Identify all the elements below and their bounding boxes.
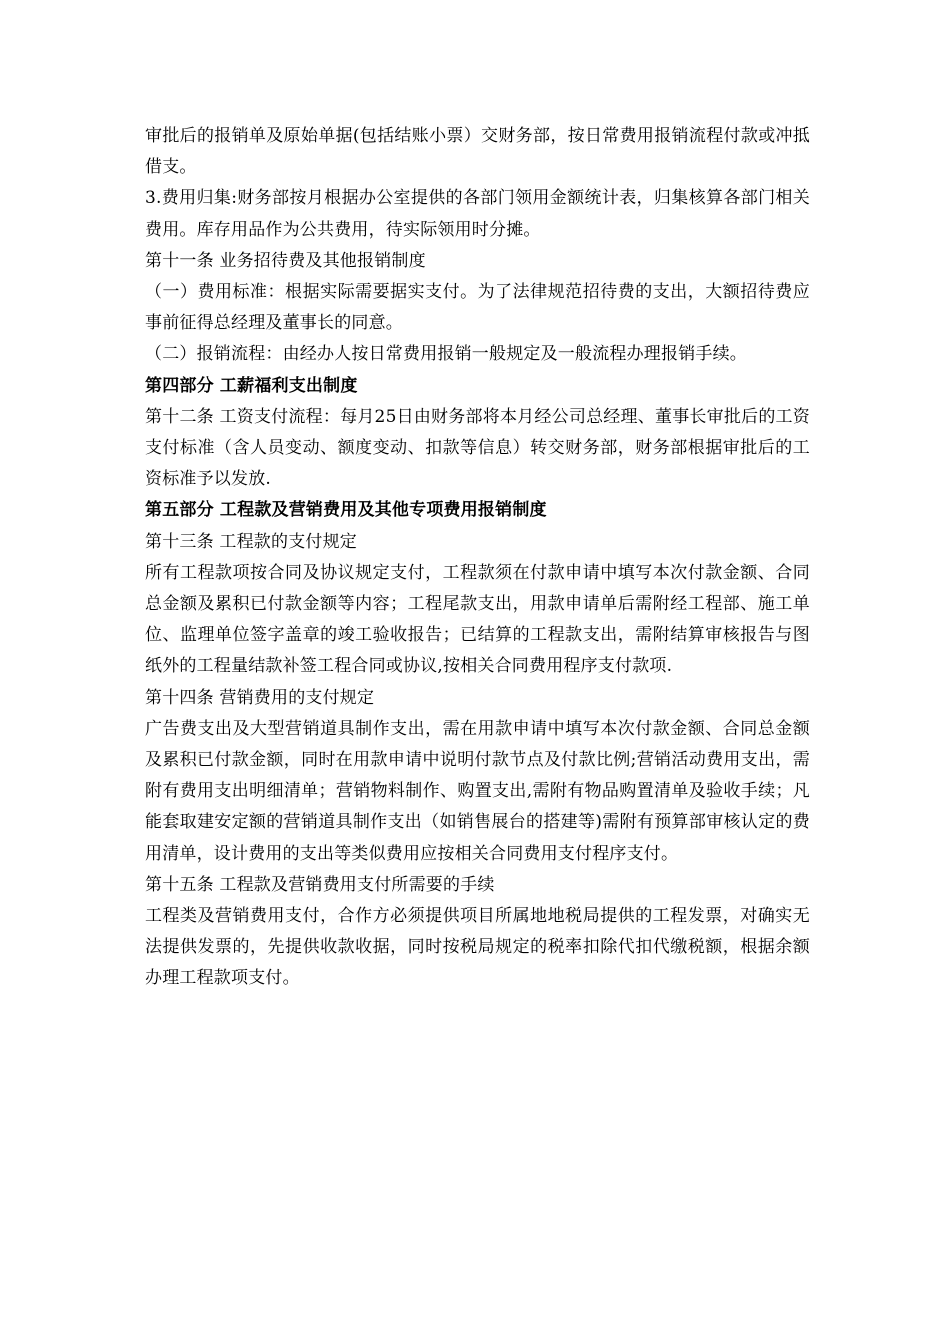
paragraph-project-payment-rules: 所有工程款项按合同及协议规定支付，工程款须在付款申请中填写本次付款金额、合同总金额及累积已付款金额等内容；工程尾款支出，用款申请单后需附经工程部、施工单位、监理单位签字盖章的竣工验收报告；已结算的工程款支出，需附结算审核报告与图纸外的工程量结款补签工程合同或协议,按相关合同费用程序支付款项. xyxy=(145,562,810,677)
document-page xyxy=(145,121,810,995)
paragraph-reimbursement-submission: 审批后的报销单及原始单据(包括结账小票）交财务部，按日常费用报销流程付款或冲抵借支。 xyxy=(145,126,810,178)
article-15-title: 第十五条 工程款及营销费用支付所需要的手续 xyxy=(145,874,495,895)
article-13-title: 第十三条 工程款的支付规定 xyxy=(145,531,358,552)
paragraph-expense-standard: （一）费用标准：根据实际需要据实支付。为了法律规范招待费的支出，大额招待费应事前征得总经理及董事长的同意。 xyxy=(145,282,810,334)
paragraph-reimbursement-process: （二）报销流程：由经办人按日常费用报销一般规定及一般流程办理报销手续。 xyxy=(145,344,747,365)
article-12-wage-payment: 第十二条 工资支付流程：每月25日由财务部将本月经公司总经理、董事长审批后的工资支付标准（含人员变动、额度变动、扣款等信息）转交财务部，财务部根据审批后的工资标准予以发放. xyxy=(145,406,810,490)
article-14-title: 第十四条 营销费用的支付规定 xyxy=(145,687,375,708)
article-11-title: 第十一条 业务招待费及其他报销制度 xyxy=(145,250,426,271)
section-4-heading: 第四部分 工薪福利支出制度 xyxy=(145,375,358,396)
paragraph-marketing-payment-rules: 广告费支出及大型营销道具制作支出，需在用款申请中填写本次付款金额、合同总金额及累积已付款金额，同时在用款申请中说明付款节点及付款比例;营销活动费用支出，需附有费用支出明细清单；营销物料制作、购置支出,需附有物品购置清单及验收手续；凡能套取建安定额的营销道具制作支出（如销售展台的搭建等)需附有预算部审核认定的费用清单，设计费用的支出等类似费用应按相关合同费用支付程序支付。 xyxy=(145,718,810,864)
paragraph-expense-allocation: 3.费用归集:财务部按月根据办公室提供的各部门领用金额统计表，归集核算各部门相关费用。库存用品作为公共费用，待实际领用时分摊。 xyxy=(145,188,810,240)
paragraph-payment-procedures: 工程类及营销费用支付，合作方必须提供项目所属地地税局提供的工程发票，对确实无法提供发票的，先提供收款收据，同时按税局规定的税率扣除代扣代缴税额，根据余额办理工程款项支付。 xyxy=(145,906,810,989)
section-5-heading: 第五部分 工程款及营销费用及其他专项费用报销制度 xyxy=(145,500,547,521)
